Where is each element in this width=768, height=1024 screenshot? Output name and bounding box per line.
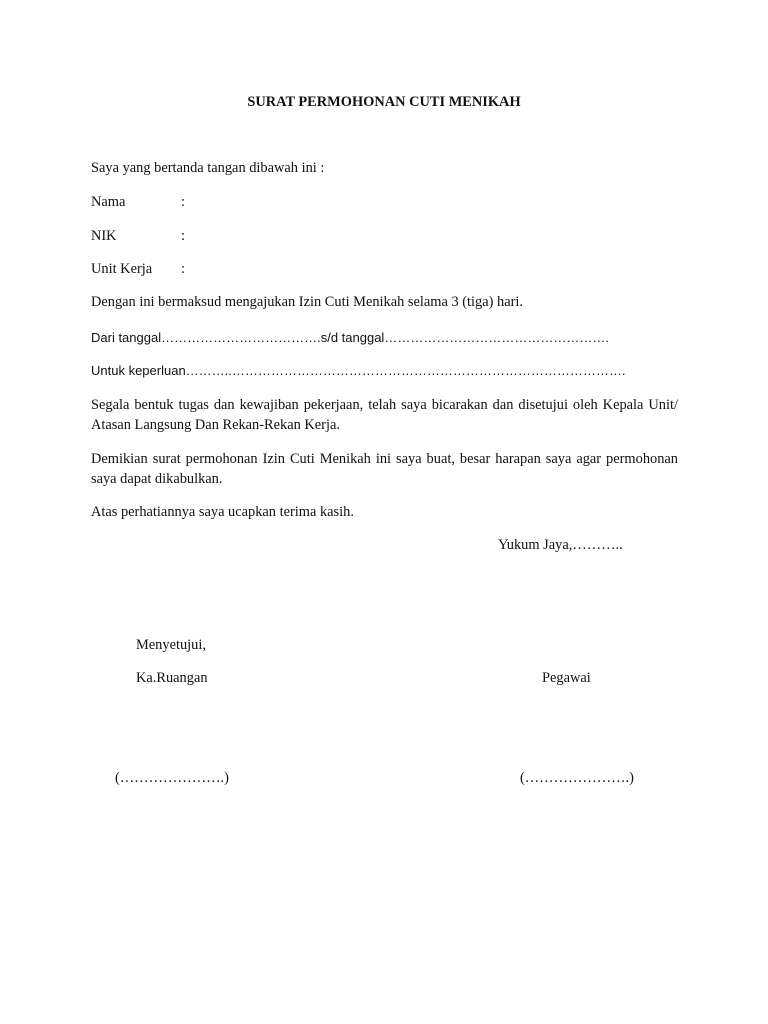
right-signer-role: Pegawai bbox=[542, 670, 591, 686]
field-label: NIK bbox=[91, 228, 117, 244]
place-date-label: Yukum Jaya, bbox=[498, 537, 573, 553]
intro-line: Saya yang bertanda tangan dibawah ini : bbox=[91, 160, 325, 176]
field-label: Nama bbox=[91, 194, 126, 210]
from-date-label: Dari tanggal bbox=[91, 330, 162, 345]
approval-label: Menyetujui, bbox=[136, 637, 206, 653]
from-date-blank: ……………………………… bbox=[161, 330, 318, 345]
letter-title: SURAT PERMOHONAN CUTI MENIKAH bbox=[247, 94, 521, 110]
field-separator: : bbox=[181, 194, 185, 210]
closing-paragraph: Demikian surat permohonan Izin Cuti Menikah ini saya buat, besar harapan saya agar permohonan saya dapat dikabulkan. bbox=[91, 451, 678, 487]
until-date-blank: ……………………………………………. bbox=[384, 330, 609, 345]
place-date-line bbox=[498, 537, 623, 554]
field-separator: : bbox=[181, 261, 185, 277]
field-nama bbox=[91, 194, 185, 211]
left-signature-blank: (………………….) bbox=[115, 770, 229, 786]
date-range-line bbox=[91, 330, 609, 346]
field-separator: : bbox=[181, 228, 185, 244]
field-label: Unit Kerja bbox=[91, 261, 153, 277]
field-unit-kerja bbox=[91, 261, 185, 278]
right-signature-blank: (………………….) bbox=[520, 770, 634, 786]
until-date-label: .s/d tanggal bbox=[317, 330, 385, 345]
place-date-blank: ……….. bbox=[572, 537, 623, 553]
field-nik bbox=[91, 228, 185, 245]
purpose-label: Untuk keperluan bbox=[91, 363, 186, 378]
purpose-blank: ………..………………………………………………………………………………. bbox=[185, 363, 626, 378]
tasks-paragraph: Segala bentuk tugas dan kewajiban pekerjaan, telah saya bicarakan dan disetujui oleh Kepala Unit/ Atasan Langsung Dan Rekan-Rekan Kerja. bbox=[91, 397, 678, 433]
thanks-line: Atas perhatiannya saya ucapkan terima kasih. bbox=[91, 504, 354, 520]
purpose-line bbox=[91, 363, 626, 379]
left-signer-role: Ka.Ruangan bbox=[136, 670, 208, 686]
leave-statement: Dengan ini bermaksud mengajukan Izin Cuti Menikah selama 3 (tiga) hari. bbox=[91, 294, 523, 310]
